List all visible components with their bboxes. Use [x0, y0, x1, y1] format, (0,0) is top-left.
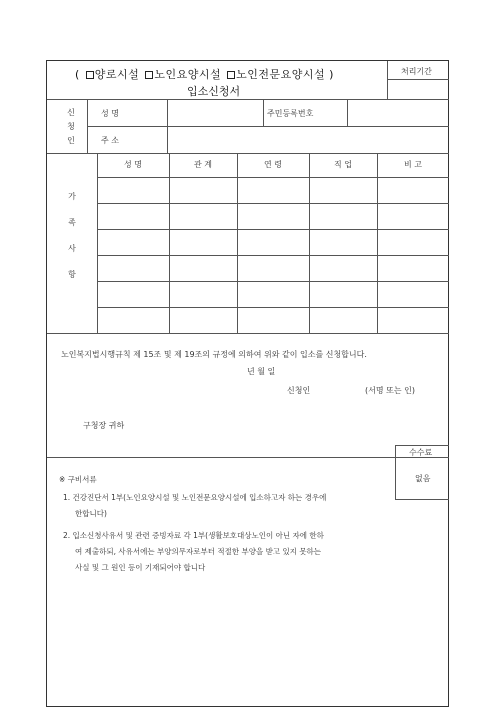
document-item-1-line-2: 한합니다) [75, 509, 107, 518]
family-col-occupation: 직 업 [334, 160, 352, 169]
family-label-3: 사 [68, 244, 76, 253]
resident-number-label: 주민등록번호 [267, 109, 314, 118]
document-item-1-line-1: 1. 건강진단서 1부(노인요양시설 및 노인전문요양시설에 입소하고자 하는 경우에 [63, 493, 327, 502]
addressee: 구청장 귀하 [83, 421, 125, 430]
resident-number-field[interactable] [348, 100, 448, 125]
documents-heading: ※ 구비서류 [59, 475, 97, 484]
address-label: 주 소 [101, 136, 119, 145]
processing-period-label: 처리기간 [401, 67, 432, 76]
family-col-relation: 관 계 [194, 160, 212, 169]
option-label-1: 양로시설 [94, 68, 140, 81]
family-row-4[interactable] [98, 256, 449, 280]
document-item-2-line-3: 사실 및 그 원인 등이 기재되어야 합니다 [75, 563, 206, 572]
title-close-paren: ) [329, 68, 334, 81]
family-col-age: 연 령 [264, 160, 282, 169]
fee-value: 없음 [415, 474, 431, 483]
option-label-3: 노인전문요양시설 [236, 68, 326, 81]
document-item-2-line-1: 2. 입소신청사유서 및 관련 증빙자료 각 1부(생활보호대상노인이 아닌 자에 한하 [63, 531, 324, 540]
fee-label: 수수료 [409, 448, 433, 457]
checkbox-option-2[interactable] [145, 71, 153, 79]
date-line: 년 월 일 [247, 367, 276, 376]
address-field[interactable] [168, 127, 448, 152]
family-row-1[interactable] [98, 178, 449, 202]
family-row-3[interactable] [98, 230, 449, 254]
form-title: 입소신청서 [187, 85, 241, 98]
checkbox-option-3[interactable] [227, 71, 235, 79]
title-open-paren: ( [75, 68, 80, 81]
family-col-remarks: 비 고 [404, 160, 422, 169]
family-col-name: 성 명 [124, 160, 142, 169]
name-label: 성 명 [101, 109, 119, 118]
applicant-label-2: 청 [67, 122, 75, 131]
processing-period-value [388, 80, 449, 99]
option-label-2: 노인요양시설 [154, 68, 222, 81]
applicant-label-3: 인 [67, 136, 75, 145]
application-form [46, 60, 449, 707]
family-row-2[interactable] [98, 204, 449, 228]
applicant-sign-label: 신청인 [287, 386, 311, 395]
applicant-name-field[interactable] [168, 100, 263, 125]
family-row-6[interactable] [98, 308, 449, 332]
declaration-statement: 노인복지법시행규칙 제 15조 및 제 19조의 규정에 의하여 위와 같이 입소를 신청합니다. [61, 350, 367, 359]
applicant-label-1: 신 [67, 108, 75, 117]
family-row-5[interactable] [98, 282, 449, 306]
title-facility-options [75, 66, 334, 82]
checkbox-option-1[interactable] [86, 71, 94, 79]
family-label-2: 족 [68, 218, 76, 227]
family-label-1: 가 [68, 192, 76, 201]
family-label-4: 항 [68, 270, 76, 279]
document-item-2-line-2: 여 제출하되, 사유서에는 부양의무자로부터 적절한 부양을 받고 있지 못하는 [75, 547, 322, 556]
signature-hint: (서명 또는 인) [365, 386, 415, 395]
